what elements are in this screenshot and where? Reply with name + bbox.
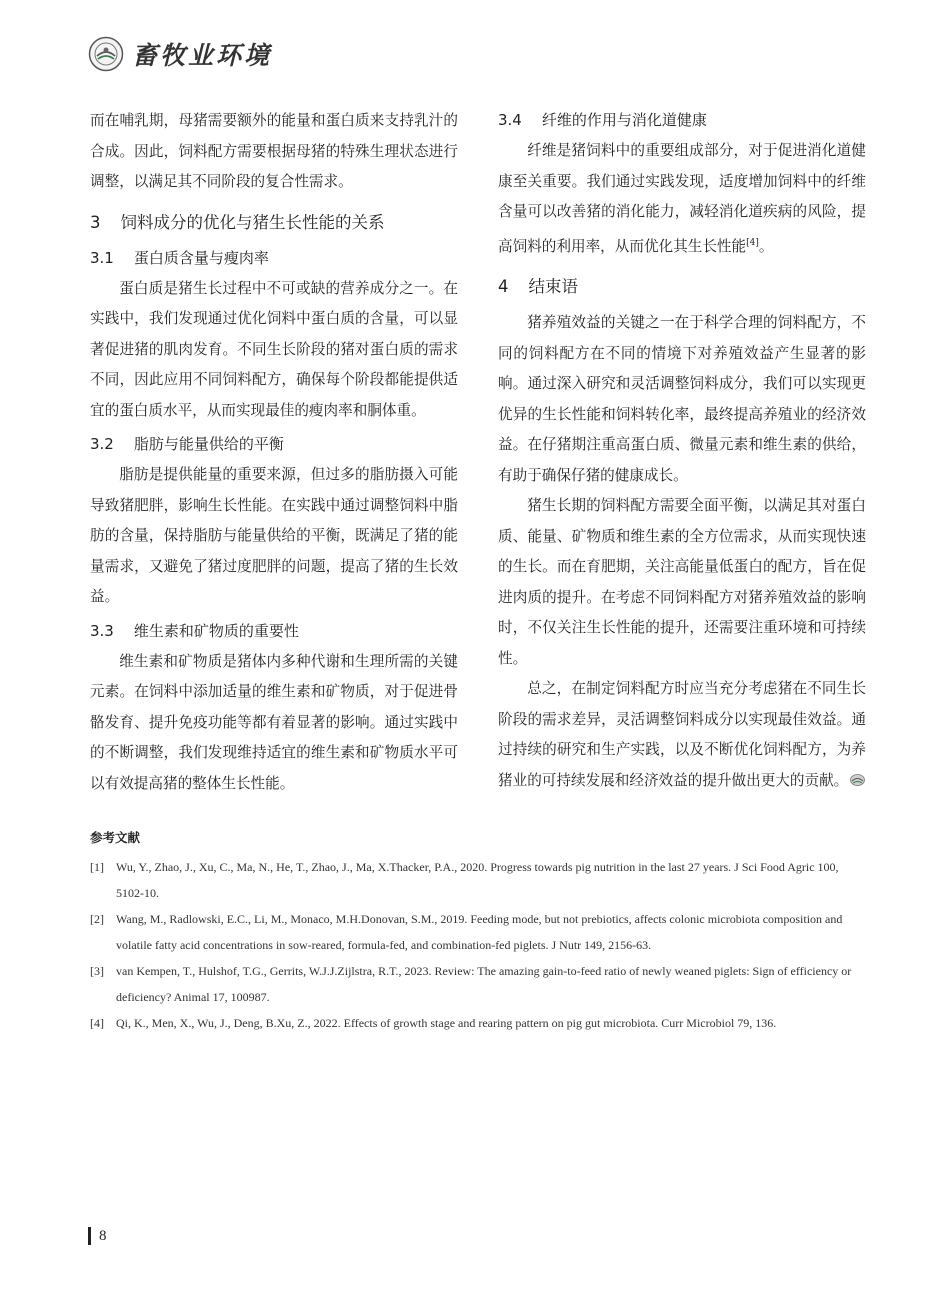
conclusion-paragraph-3 bbox=[498, 674, 866, 796]
reference-number: [4] bbox=[90, 1016, 104, 1030]
subsection-3-2-heading bbox=[90, 430, 458, 458]
conclusion-paragraph-2: 猪生长期的饲料配方需要全面平衡，以满足其对蛋白质、能量、矿物质和维生素的全方位需求，从而实现快速的生长。而在育肥期，关注高能量低蛋白的配方，旨在促进肉质的提升。在考虑不同饲料配方对猪养殖效益的影响时，不仅关注生长性能的提升，还需要注重环境和可持续性。 bbox=[498, 497, 866, 667]
magazine-header bbox=[88, 32, 272, 76]
reference-number: [2] bbox=[90, 912, 104, 926]
reference-text: Wang, M., Radlowski, E.C., Li, M., Monaco, M.H.Donovan, S.M., 2019. Feeding mode, but not prebiotics, affects colonic microbiota composition and volatile fatty acid concentrations in sow-reared, formula-fed, and combination-fed piglets. J Nutr 149, 2156-63. bbox=[116, 912, 843, 952]
references-title: 参考文献 bbox=[90, 830, 141, 845]
subsection-3-2-text: 脂肪是提供能量的重要来源，但过多的脂肪摄入可能导致猪肥胖，影响生长性能。在实践中通过调整饲料中脂肪的含量，保持脂肪与能量供给的平衡，既满足了猪的能量需求，又避免了猪过度肥胖的问题，提高了猪的生长效益。 bbox=[90, 466, 458, 605]
footer-bar bbox=[88, 1227, 91, 1245]
subsection-3-3-heading bbox=[90, 617, 458, 645]
reference-item bbox=[90, 906, 860, 958]
subsection-number: 3.2 bbox=[90, 435, 114, 453]
article-end-icon bbox=[850, 774, 865, 786]
reference-number: [3] bbox=[90, 964, 104, 978]
page-number: 8 bbox=[99, 1227, 107, 1244]
reference-number: [1] bbox=[90, 860, 104, 874]
subsection-3-4-text bbox=[498, 136, 866, 262]
journal-logo-icon bbox=[88, 36, 124, 72]
section-number: 3 bbox=[90, 212, 101, 232]
paragraph-text: 总之，在制定饲料配方时应当充分考虑猪在不同生长阶段的需求差异，灵活调整饲料成分以实现最佳效益。通过持续的研究和生产实践，以及不断优化饲料配方，为养猪业的可持续发展和经济效益的提升做出更大的贡献。 bbox=[498, 680, 866, 789]
subsection-number: 3.4 bbox=[498, 111, 522, 129]
subsection-3-1-text: 蛋白质是猪生长过程中不可或缺的营养成分之一。在实践中，我们发现通过优化饲料中蛋白质的含量，可以显著促进猪的肌肉发育。不同生长阶段的猪对蛋白质的需求不同，因此应用不同饲料配方，确保每个阶段都能提供适宜的蛋白质水平，从而实现最佳的瘦肉率和胴体重。 bbox=[90, 279, 458, 419]
reference-item bbox=[90, 1010, 860, 1036]
section-title: 结束语 bbox=[528, 277, 578, 296]
right-column bbox=[498, 106, 866, 796]
subsection-number: 3.1 bbox=[90, 248, 114, 267]
citation-marker[interactable]: [4] bbox=[746, 237, 759, 248]
reference-text: Wu, Y., Zhao, J., Xu, C., Ma, N., He, T., Zhao, J., Ma, X.Thacker, P.A., 2020. Progress towards pig nutrition in the last 27 years. J Sci Food Agric 100, 5102-10. bbox=[116, 860, 839, 900]
reference-item bbox=[90, 958, 860, 1010]
magazine-title: 畜牧业环境 bbox=[132, 41, 273, 70]
reference-text: van Kempen, T., Hulshof, T.G., Gerrits, W.J.J.Zijlstra, R.T., 2023. Review: The amazing gain-to-feed ratio of newly weaned piglets: Sign of efficiency or deficiency? Animal 17, 100987. bbox=[116, 964, 852, 1004]
sentence-end: 。 bbox=[758, 237, 774, 255]
subsection-3-3-text: 维生素和矿物质是猪体内多种代谢和生理所需的关键元素。在饲料中添加适量的维生素和矿物质，对于促进骨骼发育、提升免疫功能等都有着显著的影响。通过实践中的不断调整，我们发现维持适宜的维生素和矿物质水平可以有效提高猪的整体生长性能。 bbox=[90, 652, 458, 792]
subsection-title: 蛋白质含量与瘦肉率 bbox=[133, 248, 269, 267]
paragraph-text: 纤维是猪饲料中的重要组成部分，对于促进消化道健康至关重要。我们通过实践发现，适度增加饲料中的纤维含量可以改善猪的消化能力，减轻消化道疾病的风险，提高饲料的利用率，从而优化其生长性能 bbox=[498, 142, 866, 255]
subsection-3-4-heading bbox=[498, 106, 866, 134]
subsection-title: 维生素和矿物质的重要性 bbox=[133, 621, 299, 640]
section-4-heading bbox=[498, 272, 866, 302]
intro-paragraph: 而在哺乳期，母猪需要额外的能量和蛋白质来支持乳汁的合成。因此，饲料配方需要根据母猪的特殊生理状态进行调整，以满足其不同阶段的复合性需求。 bbox=[90, 112, 458, 190]
section-number: 4 bbox=[498, 277, 509, 296]
left-column bbox=[90, 106, 458, 799]
subsection-3-1-heading bbox=[90, 244, 458, 272]
subsection-number: 3.3 bbox=[90, 621, 114, 640]
subsection-title: 纤维的作用与消化道健康 bbox=[541, 111, 707, 129]
reference-item bbox=[90, 854, 860, 906]
references-section bbox=[90, 828, 860, 1036]
conclusion-paragraph-1: 猪养殖效益的关键之一在于科学合理的饲料配方，不同的饲料配方在不同的情境下对养殖效益产生显著的影响。通过深入研究和灵活调整饲料成分，我们可以实现更优异的生长性能和饲料转化率，最终提高养殖业的经济效益。在仔猪期注重高蛋白质、微量元素和维生素的供给，有助于确保仔猪的健康成长。 bbox=[498, 314, 866, 484]
page-footer bbox=[88, 1227, 107, 1245]
subsection-title: 脂肪与能量供给的平衡 bbox=[133, 435, 284, 453]
section-3-heading bbox=[90, 208, 458, 238]
reference-text: Qi, K., Men, X., Wu, J., Deng, B.Xu, Z., 2022. Effects of growth stage and rearing pattern on pig gut microbiota. Curr Microbiol 79, 136. bbox=[116, 1016, 777, 1030]
section-title: 饲料成分的优化与猪生长性能的关系 bbox=[120, 212, 385, 232]
